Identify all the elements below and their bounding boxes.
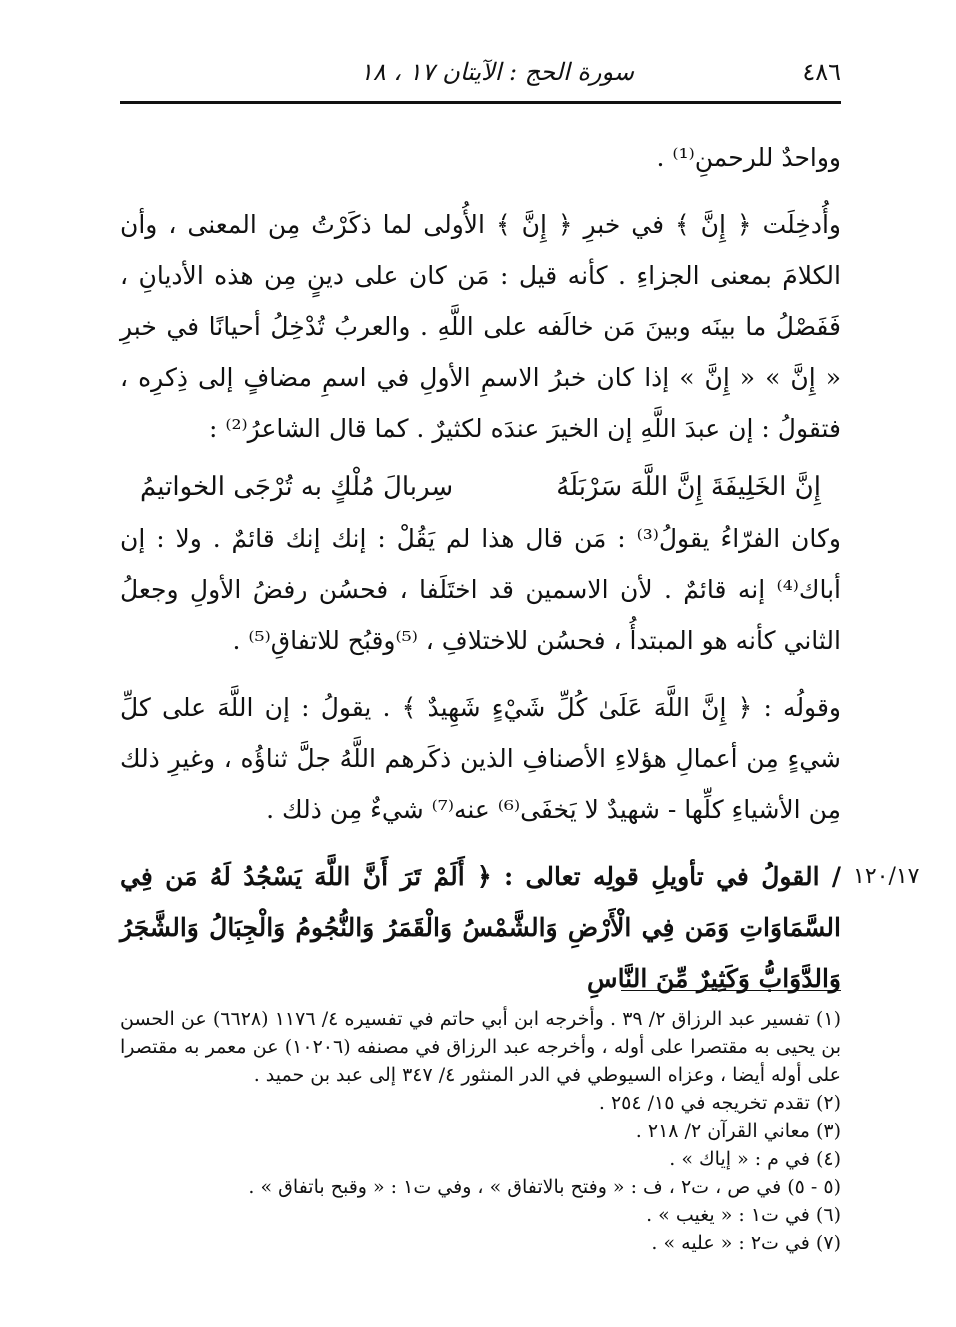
footnote-rule: [621, 990, 841, 991]
paragraph-2: وأُدخِلَت ﴿ إِنَّ ﴾ في خبرِ ﴿ إِنَّ ﴾ الأُولى لما ذكَرْتُ مِن المعنى ، وأن الكلامَ بمعنى الجزاءِ . كأنه قيل : مَن كان على دينٍ مِن هذه الأديانِ ، فَفَصْلُ ما بينَه وبينَ مَن خالَفه على اللَّهِ . والعربُ تُدْخِلُ أحيانًا في خبرِ « إِنَّ » « إِنَّ » إذا كان خبرُ الاسمِ الأولِ في اسمِ مضافٍ إلى ذِكرِه ، فتقولُ : إن عبدَ اللَّهِ إن الخيرَ عندَه لكثيرٌ . كما قال الشاعرُ⁽²⁾ :: [120, 210, 841, 443]
paragraph-1: وواحدٌ للرحمنِ⁽¹⁾ .: [656, 143, 841, 172]
footnote-1: (١) تفسير عبد الرزاق ٢/ ٣٩ . وأخرجه ابن أبي حاتم في تفسيره ٤/ ١١٧٦ (٦٦٢٨) عن الحسن بن يحيى به مقتصرا على أوله ، وأخرجه عبد الرزاق في مصنفه (١٠٢٠٦) عن معمر به مقتصرا على أوله أيضا ، وعزاه السيوطي في الدر المنثور ٤/ ٣٤٧ إلى عبد بن حميد .: [120, 1008, 841, 1086]
footnote-3: (٣) معاني القرآن ٢/ ٢١٨ .: [635, 1120, 841, 1142]
main-text: [120, 132, 920, 1004]
footnotes: [120, 1005, 841, 1257]
footnote-7: (٧) في ت٢ : « عليه » .: [651, 1232, 841, 1254]
paragraph-4: وقولُه : ﴿ إِنَّ اللَّهَ عَلَىٰ كُلِّ شَيْءٍ شَهِيدٌ ﴾ . يقولُ : إن اللَّهَ على كلِّ شيءٍ مِن أعمالِ هؤلاءِ الأصنافِ الذين ذكَرهم اللَّهُ جلَّ ثناؤُه ، وغيرِ ذلك مِن الأشياءِ كلِّها - شهيدٌ لا يَخفَى⁽⁶⁾ عنه⁽⁷⁾ شيءٌ مِن ذلك .: [120, 693, 841, 824]
verse-second-hemistich: سِربالَ مُلْكٍ به تُرْجَى الخواتيمُ: [140, 472, 454, 502]
page-number: ٤٨٦: [802, 58, 841, 86]
margin-reference: ١٢٠/١٧: [853, 864, 920, 889]
verse-first-hemistich: إِنَّ الخَلِيفَةَ إِنَّ اللَّهَ سَرْبَلَهُ: [556, 472, 821, 502]
page-header-title: سورة الحج : الآيتان ١٧ ، ١٨: [360, 58, 635, 86]
header-rule: [120, 101, 841, 104]
quran-verse: ﴿ أَلَمْ تَرَ أَنَّ اللَّهَ يَسْجُدُ لَهُ مَن فِي السَّمَاوَاتِ وَمَن فِي الْأَرْضِ وَالشَّمْسُ وَالْقَمَرُ وَالنُّجُومُ وَالْجِبَالُ وَالشَّجَرُ وَالدَّوَابُّ وَكَثِيرٌ مِّنَ النَّاسِ: [120, 862, 841, 993]
footnote-6: (٦) في ت١ : « يغيب » .: [646, 1204, 841, 1226]
footnote-2: (٢) تقدم تخريجه في ١٥/ ٢٥٤ .: [598, 1092, 841, 1114]
paragraph-3: وكان الفرّاءُ يقولُ⁽³⁾ : مَن قال هذا لم يَقُلْ : إنك إنك قائمٌ . ولا : إن أباك⁽⁴⁾ إنه قائمٌ . لأن الاسمين قد اختَلَفا ، فحسُن رفضُ الأولِ وجعلُ الثاني كأنه هو المبتدأُ ، فحسُن للاختلافِ ، ⁽⁵⁾وقبُح للاتفاقِ⁽⁵⁾ .: [120, 524, 842, 655]
footnote-4: (٤) في م : « إياك » .: [669, 1148, 841, 1170]
footnote-5: (٥ - ٥) في ص ، ت٢ ، ف : « وفتح بالاتفاق » ، وفي ت١ : « وقبح باتفاق » .: [248, 1176, 841, 1198]
poetry-verse: [120, 462, 841, 513]
section-heading: / القولُ في تأويلِ قولِه تعالى :: [491, 862, 841, 891]
paragraph-5: [120, 851, 920, 1004]
